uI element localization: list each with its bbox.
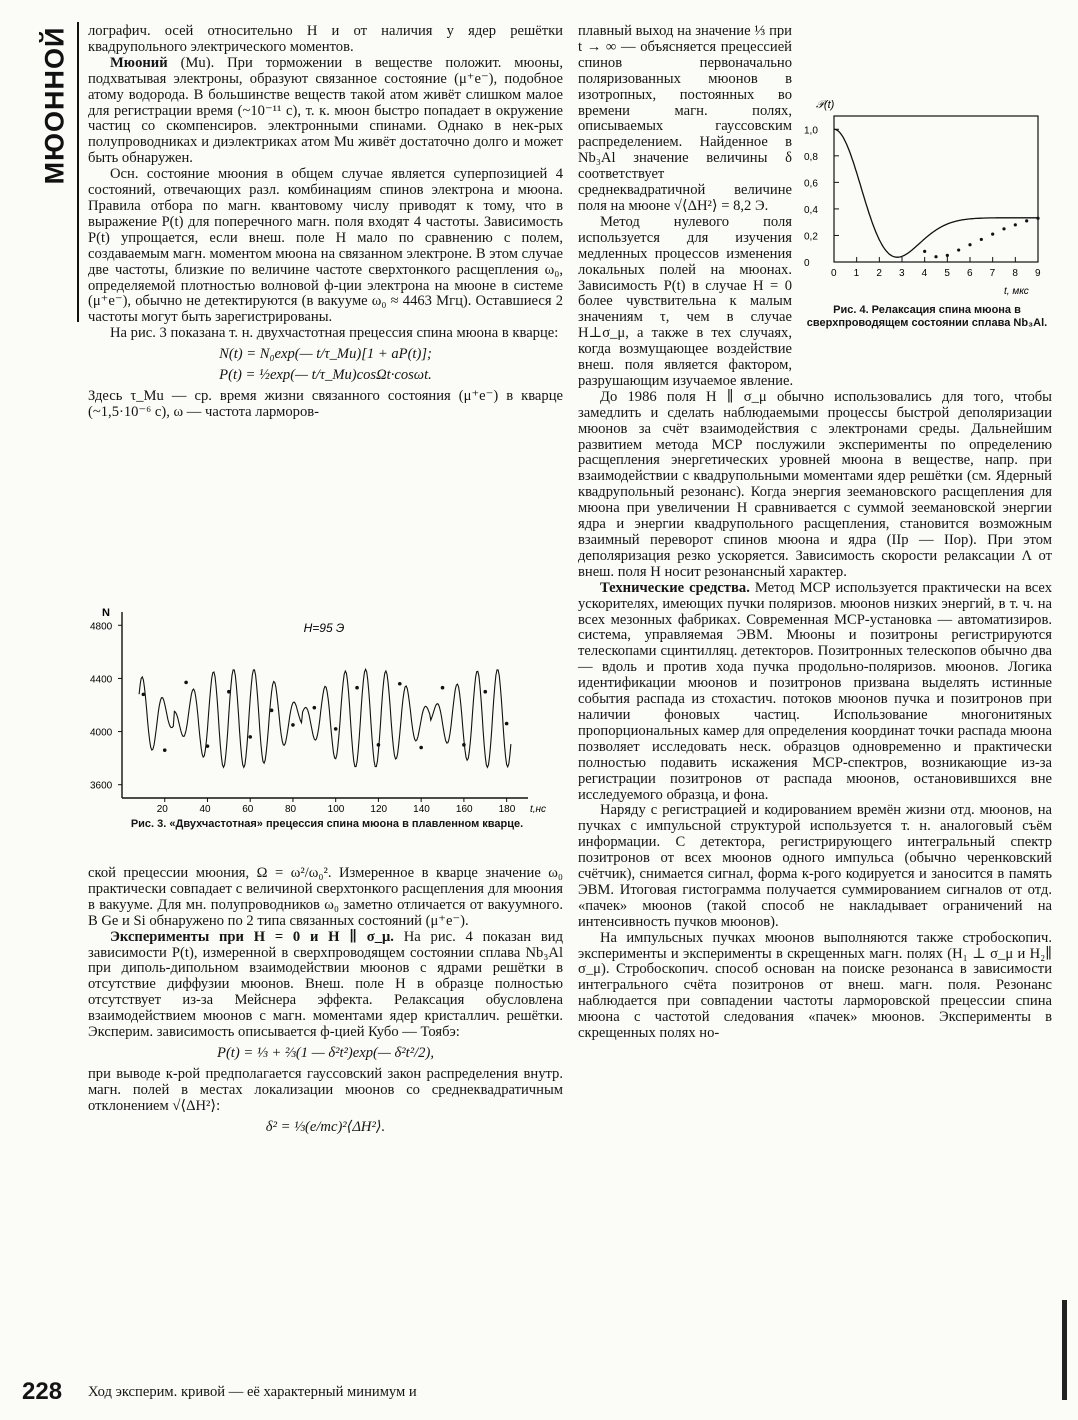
running-head: МЮОННОЙ	[39, 26, 70, 185]
data-point	[142, 693, 146, 697]
x-tick-label: 3	[899, 268, 905, 279]
data-point	[291, 723, 295, 727]
data-point	[1002, 227, 1005, 230]
data-point	[946, 254, 949, 257]
data-point	[968, 243, 971, 246]
paragraph: На рис. 3 показана т. н. двухчастотная прецессия спина мюона в кварце:	[110, 325, 559, 342]
data-point	[1014, 223, 1017, 226]
term-head: Эксперименты при H = 0 и H ∥ σ_μ.	[110, 928, 394, 945]
data-point	[957, 248, 960, 251]
x-tick-label: 80	[284, 804, 297, 813]
series-line	[834, 129, 1038, 257]
x-tick-label: 4	[921, 268, 928, 279]
x-tick-label: 2	[876, 268, 882, 279]
data-point	[441, 686, 445, 690]
field-annotation: H=95 Э	[303, 620, 345, 635]
x-tick-label: 8	[1012, 268, 1018, 279]
x-axis-label: t, мкс	[1004, 286, 1029, 297]
paragraph: ской прецессии мюония, Ω = ω²/ω₀². Измеренное в кварце значение ω₀ практически совпадает с величиной сверхтонкого расщепления для мюония в вакууме. Для мн. полупроводников ω₀ заметно отличается от вакуумного. В Ge и Si обнаружено по 2 типа связанных состояний (μ⁺e⁻).	[88, 865, 563, 929]
paragraph: при выводе к-рой предполагается гауссовский закон распределения внутр. магн. полей в местах локализации мюонов со среднеквадратичным отклонением √⟨ΔH²⟩:	[88, 1065, 563, 1114]
formula: δ² = ⅓(e/mc)²⟨ΔH²⟩.	[265, 1118, 386, 1135]
y-tick-label: 3600	[90, 780, 113, 792]
term-head: Мюоний	[110, 54, 168, 71]
formula: P(t) = ⅓ + ⅔(1 — δ²t²)exp(— δ²t²/2),	[217, 1044, 434, 1061]
figure-3-caption: Рис. 3. «Двухчастотная» прецессия спина мюона в плавленном кварце.	[130, 818, 524, 830]
paragraph: Эксперименты при H = 0 и H ∥ σ_μ. На рис. 4 показан вид зависимости P(t), измеренной в сверхпроводящем состоянии сплава Nb₃Al при диполь-дипольном взаимодействии мюонов с ядрами решётки в отсутствие диффузии мюонов. Внеш. поле H в образце полностью отсутствует из-за Мейснера эффекта. Релаксация обусловлена взаимодействием мюонов с магн. моментами ядер кристаллич. решётки. Эксперим. зависимость описывается ф-цией Кубо — Тоябэ:	[88, 928, 563, 1041]
x-tick-label: 6	[967, 268, 973, 279]
series-line	[139, 669, 511, 767]
paragraph: Метод нулевого поля используется для изучения медленных процессов изменения локальных полей на мюонах. Зависимость P(t) в случае H = 0 более чувствительна к малым значениям τ, чем в случае H⊥σ_μ, а также в тех случаях, когда возмущающее воздействие внеш. поля является фактором, разрушающим изучаемое явление.	[578, 213, 794, 389]
y-tick-label: 4800	[90, 621, 113, 633]
y-tick-label: 0,4	[804, 204, 818, 216]
paragraph: Ход эксперим. кривой — её характерный минимум и	[88, 1384, 417, 1400]
data-point	[419, 746, 423, 750]
x-axis-label: t,нс	[530, 804, 547, 813]
x-tick-label: 180	[498, 804, 516, 813]
paragraph: Мюоний (Mu). При торможении в веществе положит. мюоны, подхватывая электроны, образуют связанное состояние (μ⁺e⁻), подобное атому водорода. В большинстве веществ такой атом живёт слишком малое для регистрации время (~10⁻¹¹ с), т. к. мюон быстро попадает в окружение частиц со скомпенсиров. электронными спинами. Однако в нек-рых полупроводниках и диэлектриках атом Mu живёт достаточно долго и может быть обнаружен.	[88, 54, 563, 167]
data-point	[227, 690, 231, 694]
data-point	[248, 735, 252, 739]
y-tick-label: 0	[804, 258, 810, 269]
y-axis-label: N	[102, 607, 110, 619]
y-tick-label: 4400	[90, 674, 113, 686]
figure-4	[800, 94, 1054, 358]
data-point	[355, 686, 359, 690]
data-point	[483, 690, 487, 694]
x-tick-label: 5	[944, 268, 950, 279]
paragraph: лографич. осей относительно H и от наличия у ядер решётки квадрупольного электрического моментов.	[88, 23, 563, 55]
x-tick-label: 0	[831, 268, 837, 279]
x-tick-label: 60	[242, 804, 254, 813]
data-point	[398, 682, 402, 686]
x-tick-label: 20	[156, 804, 168, 813]
data-point	[991, 233, 994, 236]
data-point	[923, 250, 926, 253]
data-point	[377, 743, 381, 747]
data-point	[184, 681, 188, 685]
data-point	[334, 727, 338, 731]
paragraph: До 1986 поля H ∥ σ_μ обычно использовались для того, чтобы замедлить и сделать наблюдаемыми процессы быстрой деполяризации мюонов за счёт взаимодействия с электронами среды. Дальнейшим развитием метода МСР послужили эксперименты по определению расщепления энергетических уровней мюона в веществе, напр. при взаимодействии с квадрупольными моментами ядер решётки (см. Ядерный квадрупольный резонанс). Когда энергия зеемановского расщепления для мюона при увеличении H сравнивается с суммой зеемановской энергии ядра и энергии квадрупольного расщепления, становится возможным взаимный переворот спинов мюона и ядра (IIр — IIор). При этом деполяризация резко ускоряется. Зависимость скорости релаксации Λ от внеш. поля H носит резонансный характер.	[578, 388, 1052, 580]
data-point	[505, 722, 509, 726]
paragraph: Осн. состояние мюония в общем случае является суперпозицией 4 состояний, отвечающих разл. комбинациям спинов электрона и мюона. Правила отбора по магн. квантовому числу приводят к тому, что в выражение P(t) для поперечного магн. поля входят 4 частоты. Зависимость P(t) упрощается, если внеш. поле H мало по сравнению с полем, создаваемым магн. моментом мюона на связанном электроне. В этом случае две частоты, близкие по величине частоте сверхтонкого расщепления ω₀, определяемой плотностью волновой ф-ции электрона на мюоне в системе (μ⁺e⁻), обычно не детектируются (в вакууме ω₀ ≈ 4463 Мгц). Оставшиеся 2 частоты могут быть зарегистрированы.	[88, 166, 563, 326]
paragraph: Технические средства. Метод МСР используется практически на всех ускорителях, имеющих пучки поляризов. мюонов низких энергий, в т. ч. на всех мезонных фабриках. Современная МСР-установка — автоматизиров. система, управляемая ЭВМ. Мюоны и позитроны регистрируются телескопами сцинтилляц. детекторов. Позитронных телескопов обычно два — вдоль и против хода пучка продольно-поляризов. мюонов. Логика идентификации мюонов и позитронов призвана выделять истинные события распада из стохастич. потоков мюонов пучка и позитронов при наличии фоновых частиц. Использование многонитяных пропорциональных камер для определения координат точки распада мюона позволяет исследовать неск. образцов одновременно и практически полностью подавить искажения МСР-спектров, возникающие из-за регистрации позитронов от распада мюонов, остановившихся вне исследуемого образца, и фона.	[578, 579, 1052, 803]
y-tick-label: 0,8	[804, 151, 818, 163]
x-tick-label: 7	[989, 268, 996, 279]
y-tick-label: 1,0	[804, 125, 818, 137]
paragraph: плавный выход на значение ⅓ при t → ∞ — объясняется прецессией спинов первоначально поляризованных мюонов в изотропных, постоянных во времени магн. полях, описываемых гауссовским распределением. Найденное в Nb₃Al значение величины δ соответствует среднеквадратичной величине поля на мюоне √⟨ΔH²⟩ = 8,2 Э.	[578, 23, 792, 214]
paragraph: Наряду с регистрацией и кодированием времён жизни отд. мюонов, на пучках с импульсной структурой используется т. н. аналоговый съём информации. С детектора, регистрирующего интегральный спектр позитронов от всех мюонов одного импульса (обычно черенковский счётчик), снимается сигнал, форма к-рого кодируется и заносится в память ЭВМ. Итоговая гистограмма получается суммированием сигналов от отд. «пачек» мюонов (такой способ не накладывает ограничений на интенсивность пучков мюонов).	[578, 802, 1052, 930]
x-tick-label: 9	[1035, 268, 1041, 279]
x-tick-label: 160	[455, 804, 473, 813]
y-tick-label: 4000	[90, 727, 113, 739]
data-point	[163, 748, 167, 752]
left-column	[88, 24, 563, 421]
data-point	[206, 744, 210, 748]
figure-3	[88, 598, 566, 848]
y-tick-label: 0,2	[804, 231, 818, 243]
figure-4-caption: Рис. 4. Релаксация спина мюона в сверхпроводящем состоянии сплава Nb₃Al.	[806, 304, 1048, 329]
left-column-lower	[88, 866, 563, 1141]
figure-4-chart	[800, 94, 1054, 299]
figure-3-chart	[88, 598, 566, 813]
x-tick-label: 120	[370, 804, 388, 813]
x-tick-label: 140	[413, 804, 430, 813]
page-number: 228	[22, 1378, 63, 1405]
x-tick-label: 100	[327, 804, 345, 813]
data-point	[934, 255, 937, 258]
scan-edge	[1062, 1300, 1067, 1400]
data-point	[462, 743, 466, 747]
y-tick-label: 0,6	[804, 178, 818, 190]
data-point	[1036, 217, 1039, 220]
x-tick-label: 40	[199, 804, 211, 813]
data-point	[1025, 219, 1028, 222]
paragraph: Здесь τ_Mu — ср. время жизни связанного состояния (μ⁺e⁻) в кварце (~1,5·10⁻⁶ с), ω — частота ларморов-	[88, 387, 563, 420]
data-point	[980, 238, 983, 241]
x-tick-label: 1	[853, 268, 860, 279]
plot-frame	[834, 116, 1038, 262]
data-point	[270, 709, 274, 713]
y-axis-label: 𝒫(t)	[816, 99, 835, 111]
data-point	[313, 706, 317, 710]
paragraph: На импульсных пучках мюонов выполняются также стробоскопич. эксперименты и эксперименты в скрещенных магн. полях (H₁ ⊥ σ_μ и H₂∥ σ_μ). Стробоскопич. способ основан на поиске резонанса в зависимости интегрального счёта позитронов от внеш. магн. поля. Резонанс наблюдается при совпадении частоты ларморовской прецессии спина мюона с частотой следования «пачек» мюонов. Эксперименты в скрещенных полях но-	[578, 929, 1052, 1042]
formula: N(t) = N₀exp(— t/τ_Mu)[1 + aP(t)];	[219, 346, 432, 363]
formula: P(t) = ½exp(— t/τ_Mu)cosΩt·cosωt.	[219, 367, 432, 384]
term-head: Технические средства.	[600, 579, 750, 596]
left-rule	[77, 22, 79, 322]
